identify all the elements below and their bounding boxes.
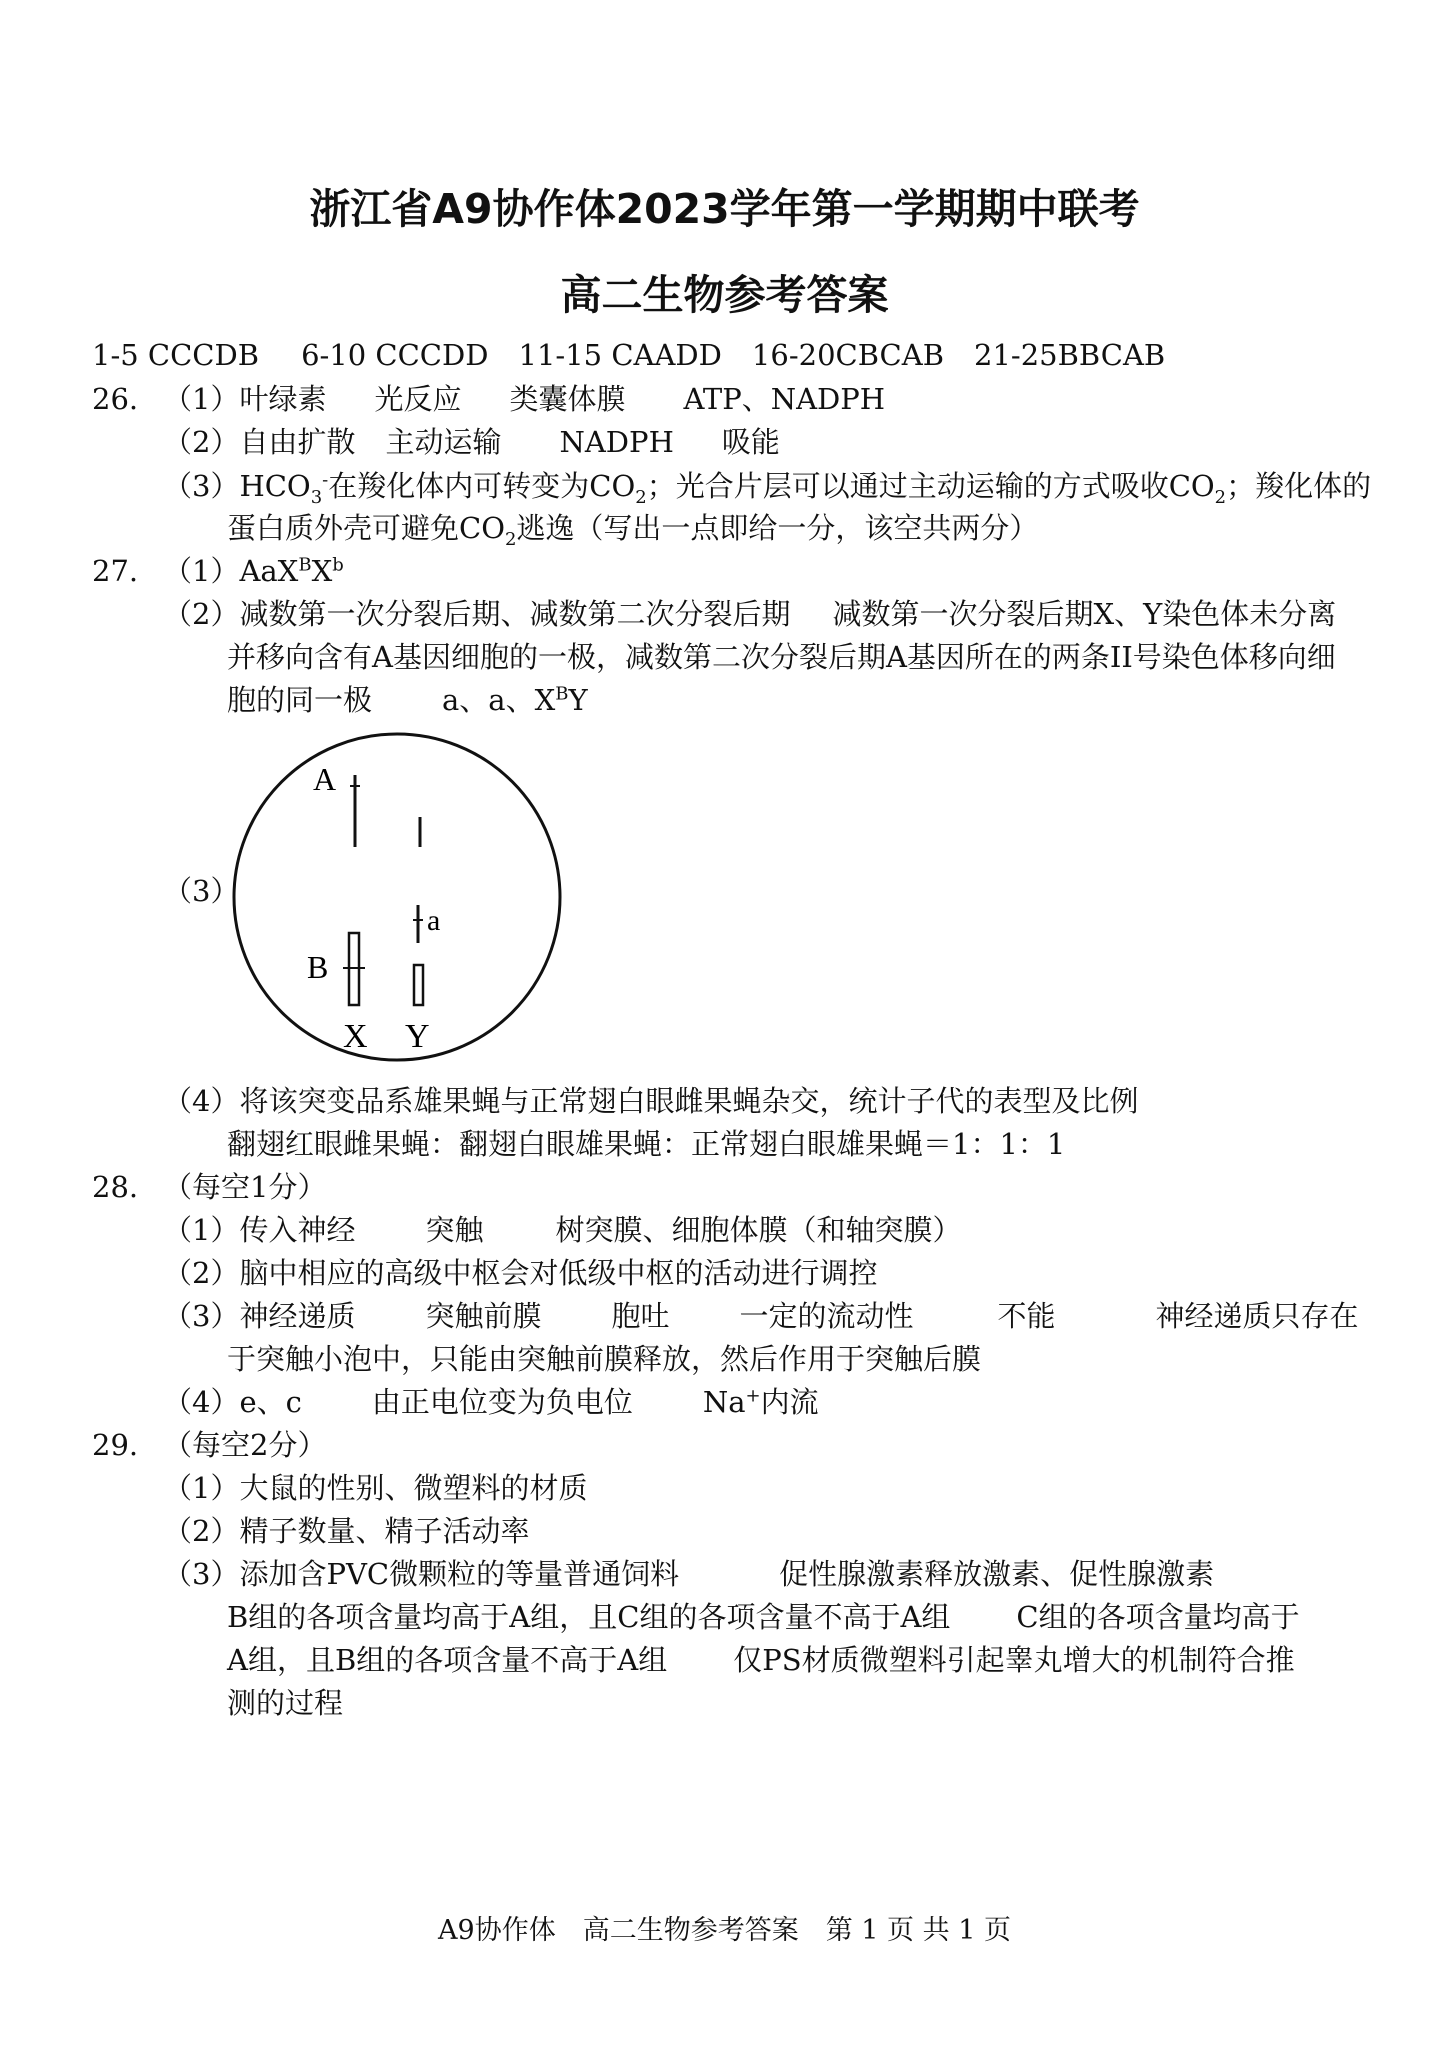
- part-label: （3）: [163, 1557, 240, 1591]
- answer-item: 类囊体膜: [509, 382, 626, 416]
- subscript: 3: [310, 486, 323, 508]
- answer-text: 促性腺激素释放激素、促性腺激素: [779, 1557, 1215, 1591]
- answer-text: 逃逸（写出一点即给一分，该空共两分）: [516, 511, 1039, 545]
- q28-part4: [163, 1383, 819, 1421]
- answer-text: 减数第一次分裂后期、减数第二次分裂后期: [239, 597, 791, 631]
- q26-part3-cont: [227, 509, 1039, 550]
- answer-text: 并移向含有A基因细胞的一极，减数第二次分裂后期A基因所在的两条II号染色体移向细: [227, 640, 1336, 674]
- part-label: （2）: [163, 597, 240, 631]
- answer-item: 传入神经: [239, 1213, 356, 1247]
- q27-part1: [163, 552, 344, 590]
- choice-group: 11-15 CAADD: [518, 338, 722, 372]
- answer-item: NADPH: [559, 425, 674, 459]
- q27-part2: [163, 595, 1336, 633]
- question-number: 28.: [92, 1170, 139, 1204]
- choice-group: 21-25BBCAB: [974, 338, 1166, 372]
- q28-part2: [163, 1254, 877, 1292]
- answer-item: 突触前膜: [425, 1299, 542, 1333]
- gene-B-label: B: [307, 949, 329, 985]
- question-number: 26.: [92, 382, 139, 416]
- superscript: B: [555, 683, 569, 705]
- answer-text: 减数第一次分裂后期X、Y染色体未分离: [832, 597, 1337, 631]
- answer-item: 自由扩散: [239, 425, 356, 459]
- answer-text: 添加含PVC微颗粒的等量普通饲料: [239, 1557, 680, 1591]
- chr-X-label: X: [343, 1018, 368, 1055]
- q27-part4: [163, 1082, 1138, 1120]
- q29-part3-line3: [227, 1641, 1295, 1679]
- answer-text: a、a、X: [442, 683, 556, 717]
- answer-item: 一定的流动性: [739, 1299, 914, 1333]
- cell-division-diagram: [225, 725, 570, 1070]
- answer-text: 将该突变品系雄果蝇与正常翅白眼雌果蝇杂交，统计子代的表型及比例: [239, 1084, 1139, 1118]
- page-title: 浙江省A9协作体2023学年第一学期期中联考: [309, 185, 1140, 233]
- answer-text: 胞的同一极: [227, 683, 373, 717]
- q29-part1: [163, 1469, 587, 1507]
- part-label: （2）: [163, 1514, 240, 1548]
- answer-text: 于突触小泡中，只能由突触前膜释放，然后作用于突触后膜: [227, 1342, 982, 1376]
- answer-item: 神经递质只存在: [1155, 1299, 1359, 1333]
- answer-text: 仅PS材质微塑料引起睾丸增大的机制符合推: [733, 1643, 1295, 1677]
- q26-part3: [163, 467, 1372, 508]
- page-subtitle: 高二生物参考答案: [560, 271, 889, 319]
- answer-text: 脑中相应的高级中枢会对低级中枢的活动进行调控: [239, 1256, 878, 1290]
- part-label: （1）: [163, 554, 240, 588]
- genotype: AaX: [239, 554, 299, 588]
- answer-item: ATP、NADPH: [683, 382, 886, 416]
- answer-item: 树突膜、细胞体膜（和轴突膜）: [555, 1213, 962, 1247]
- answer-text: Y: [568, 683, 588, 717]
- answer-item: 突触: [425, 1213, 484, 1247]
- q29-part2: [163, 1512, 529, 1550]
- superscript: B: [298, 554, 312, 576]
- part-label: （2）: [163, 425, 240, 459]
- answer-text: HCO: [239, 469, 311, 503]
- answer-item: 由正电位变为负电位: [371, 1385, 633, 1419]
- part-label: （3）: [163, 874, 240, 908]
- choice-group: 1-5 CCCDB: [92, 338, 260, 372]
- part-label: （1）: [163, 382, 240, 416]
- answer-item: 神经递质: [239, 1299, 356, 1333]
- answer-item: 内流: [760, 1385, 819, 1419]
- gene-a-label: a: [427, 904, 441, 937]
- answer-item: 不能: [997, 1299, 1056, 1333]
- q29-part3-line2: [227, 1598, 1300, 1636]
- answer-item: 吸能: [721, 425, 780, 459]
- choice-group: 16-20CBCAB: [751, 338, 945, 372]
- answer-text: ；羧化体的: [1226, 469, 1372, 503]
- question-number: 29.: [92, 1428, 139, 1462]
- chromosome-Y: [414, 965, 423, 1005]
- answer-text: 精子数量、精子活动率: [239, 1514, 530, 1548]
- question-number: 27.: [92, 554, 139, 588]
- answer-text: 大鼠的性别、微塑料的材质: [239, 1471, 588, 1505]
- superscript: b: [332, 554, 344, 576]
- answer-item: 叶绿素: [239, 382, 327, 416]
- chr-Y-label: Y: [405, 1018, 430, 1055]
- answer-text: 蛋白质外壳可避免CO: [227, 511, 505, 545]
- answer-text: A组，且B组的各项含量不高于A组: [227, 1643, 668, 1677]
- q27-part2-end: [227, 681, 588, 719]
- q28-part3: [163, 1297, 1359, 1335]
- gene-A-label: A: [313, 761, 337, 797]
- q29-part3: [163, 1555, 1214, 1593]
- answer-text: ；光合片层可以通过主动运输的方式吸收CO: [646, 469, 1215, 503]
- part-label: （4）: [163, 1385, 240, 1419]
- subscript: 2: [1214, 486, 1227, 508]
- answer-text: 在羧化体内可转变为CO: [328, 469, 636, 503]
- choice-group: 6-10 CCCDD: [301, 338, 489, 372]
- part-label: （2）: [163, 1256, 240, 1290]
- choice-answers: [92, 336, 1165, 374]
- subscript: 2: [635, 486, 647, 508]
- q26-part1: [163, 380, 885, 418]
- part-label: （1）: [163, 1471, 240, 1505]
- superscript: -: [322, 469, 329, 491]
- answer-item: 胞吐: [611, 1299, 670, 1333]
- answer-text: 测的过程: [227, 1686, 344, 1720]
- score-note: （每空1分）: [163, 1170, 327, 1204]
- part-label: （3）: [163, 469, 240, 503]
- answer-text: C组的各项含量均高于: [1016, 1600, 1300, 1634]
- answer-text: B组的各项含量均高于A组，且C组的各项含量不高于A组: [227, 1600, 951, 1634]
- page-footer: A9协作体 高二生物参考答案 第 1 页 共 1 页: [438, 1915, 1011, 1946]
- superscript: +: [745, 1385, 761, 1407]
- q28-part1: [163, 1211, 962, 1249]
- part-label: （1）: [163, 1213, 240, 1247]
- score-note: （每空2分）: [163, 1428, 327, 1462]
- part-label: （4）: [163, 1084, 240, 1118]
- answer-item: 光反应: [374, 382, 462, 416]
- answer-item: Na: [702, 1385, 746, 1419]
- part-label: （3）: [163, 1299, 240, 1333]
- answer-item: e、c: [239, 1385, 302, 1419]
- answer-text: 翻翅红眼雌果蝇：翻翅白眼雄果蝇：正常翅白眼雄果蝇＝1：1：1: [227, 1127, 1066, 1161]
- q26-part2: [163, 423, 780, 461]
- answer-item: 主动运输: [385, 425, 502, 459]
- subscript: 2: [504, 528, 517, 550]
- genotype: X: [311, 554, 333, 588]
- cell-outline: [234, 734, 560, 1060]
